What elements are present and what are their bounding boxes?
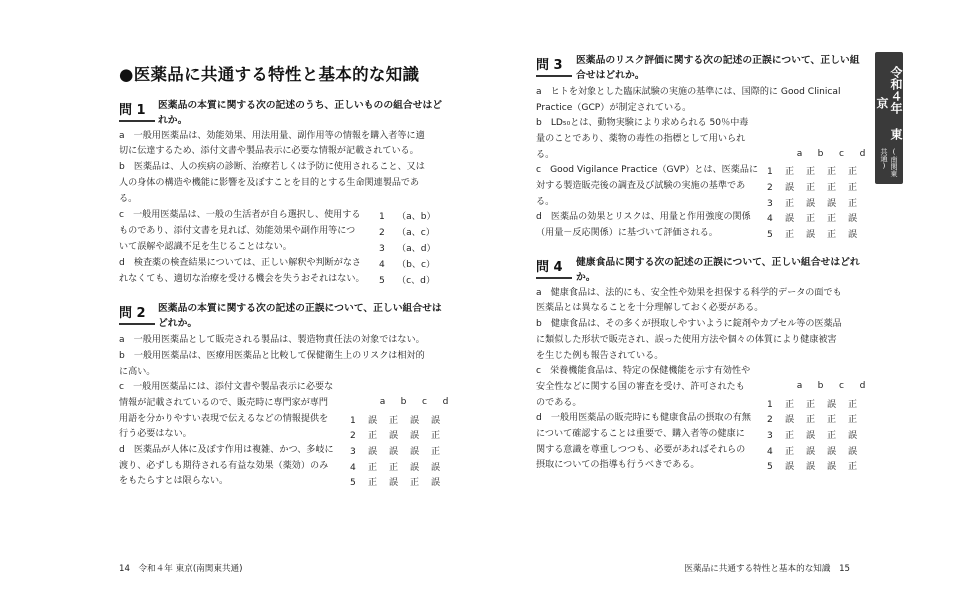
question-2-text-line: 用語を分かりやすい表現で伝えるなどの情報提供を [119,414,329,424]
question-4-answer-header: a b c d [796,381,866,391]
question-4-label: 問 4 [536,256,563,275]
question-4-text-line: b 健康食品は、その多くが摂取しやすいように錠剤やカプセル等の医薬品 [536,319,842,329]
question-2-text-line: b 一般用医薬品は、医療用医薬品と比較して保健衛生上のリスクは相対的 [119,351,425,361]
question-3-prompt-line-2: 合せはどれか。 [576,70,645,81]
question-4-text-line: 医薬品とは異なることを十分理解しておく必要がある。 [536,303,764,313]
question-1-text-line: いて誤解や認識不足を生じることはない。 [119,242,292,252]
section-title: ●医薬品に共通する特性と基本的な知識 [119,65,420,84]
question-1-answer-row: 3 （a、d） [379,244,436,254]
thumb-index-tab [875,52,903,184]
question-3-answer-row: 1 正 正 正 正 [767,167,858,177]
question-4-text-line: に類似した形状で販売され、誤った使用方法や個々の体質により健康被害 [536,335,837,345]
question-2-text-line: c 一般用医薬品には、添付文書や製品表示に必要な [119,382,334,392]
question-4-text-line: c 栄養機能食品は、特定の保健機能を示す有効性や [536,366,751,376]
question-2-prompt-line-2: どれか。 [158,318,198,329]
question-2-text-line: a 一般用医薬品として販売される製品は、製造物責任法の対象ではない。 [119,335,425,345]
question-2-answer-row: 4 正 正 誤 誤 [350,463,441,473]
question-1-text-line: 切に伝達するため、添付文書や製品表示に必要な情報が記載されている。 [119,146,419,156]
question-2-prompt-line-1: 医薬品の本質に関する次の記述の正誤について、正しい組合せは [158,303,442,314]
question-2-text-line: d 医薬品が人体に及ぼす作用は複雑、かつ、多岐に [119,445,334,455]
question-4-text-line: を生じた例も報告されている。 [536,351,664,361]
question-1-text-line: a 一般用医薬品は、効能効果、用法用量、副作用等の情報を購入者等に適 [119,131,425,141]
question-4-answer-row: 1 正 正 誤 正 [767,400,858,410]
question-4-answer-row: 4 正 誤 誤 誤 [767,447,858,457]
question-2-text-line: 渡り、必ずしも期待される有益な効果（薬効）のみ [119,461,329,471]
question-1-answer-row: 5 （c、d） [379,276,436,286]
question-4-answer-row: 3 正 誤 正 誤 [767,431,858,441]
tab-title: 令和４年 東京 [875,66,903,140]
question-2-label: 問 2 [119,302,146,321]
question-1-text-line: ものであり、添付文書を見れば、効能効果や副作用等につ [119,226,356,236]
question-2-answer-row: 3 誤 誤 誤 正 [350,447,441,457]
question-3-text-line: る。 [536,150,555,160]
question-3-text-line: b LD₅₀とは、動物実験により求められる 50％中毒 [536,118,749,128]
question-1-label: 問 1 [119,99,146,118]
question-3-text-line: る。 [536,197,555,207]
question-1-text-line: れなくても、適切な治療を受ける機会を失うおそれはない。 [119,274,365,284]
question-3-text-line: Practice（GCP）が制定されている。 [536,103,692,113]
question-2-text-line: 行う必要はない。 [119,429,192,439]
question-1-answer-row: 4 （b、c） [379,260,436,270]
question-3-answer-row: 5 正 誤 正 誤 [767,230,858,240]
question-3-answer-row: 2 誤 正 正 正 [767,183,858,193]
question-4-text-line: について確認することは重要で、購入者等の健康に [536,429,745,439]
question-1-text-line: る。 [119,194,138,204]
right-page-footer: 医薬品に共通する特性と基本的な知識 15 [684,564,850,574]
question-1-prompt-line-1: 医薬品の本質に関する次の記述のうち、正しいものの組合せはど [158,100,443,111]
question-2-answer-header: a b c d [379,397,449,407]
question-1-text-line: d 検査薬の検査結果については、正しい解釈や判断がなさ [119,258,362,268]
question-1-text-line: b 医薬品は、人の疾病の診断、治療若しくは予防に使用されること、又は [119,162,425,172]
tab-subtitle: (南関東共通) [880,148,898,177]
question-4-prompt-line-2: か。 [576,272,596,283]
question-3-text-line: c Good Vigilance Practice（GVP）とは、医薬品に [536,165,759,175]
question-3-text-line: d 医薬品の効果とリスクは、用量と作用強度の関係 [536,212,751,222]
question-2-answer-row: 1 誤 正 誤 誤 [350,416,441,426]
question-1-prompt-line-2: れか。 [158,115,188,126]
question-3-answer-header: a b c d [796,149,866,159]
question-3-text-line: 対する製造販売後の調査及び試験の実施の基準であ [536,181,746,191]
question-3-text-line: （用量－反応関係）に基づいて評価される。 [536,228,718,238]
question-3-label: 問 3 [536,54,563,73]
question-4-text-line: のである。 [536,398,582,408]
question-3-answer-row: 4 誤 正 正 誤 [767,214,858,224]
question-4-prompt-line-1: 健康食品に関する次の記述の正誤について、正しい組合せはどれ [576,257,860,268]
question-4-text-line: 関する意識を尊重しつつも、必要があればそれらの [536,445,746,455]
question-4-answer-row: 5 誤 誤 誤 正 [767,462,858,472]
question-2-text-line: に高い。 [119,367,156,377]
question-3-text-line: a ヒトを対象とした臨床試験の実施の基準には、国際的に Good Clinical [536,87,841,97]
question-1-answer-row: 1 （a、b） [379,212,436,222]
question-4-text-line: 安全性などに関する国の審査を受け、許可されたも [536,382,745,392]
question-2-text-line: をもたらすとは限らない。 [119,476,229,486]
question-3-prompt-line-1: 医薬品のリスク評価に関する次の記述の正誤について、正しい組 [576,55,860,66]
question-1-text-line: 人の身体の構造や機能に影響を及ぼすことを目的とする生命関連製品であ [119,178,420,188]
question-2-text-line: 情報が記載されているので、販売時に専門家が専門 [119,398,328,408]
question-4-text-line: 摂取についての指導も行うべきである。 [536,460,700,470]
question-4-text-line: a 健康食品は、法的にも、安全性や効果を担保する科学的データの面でも [536,288,842,298]
question-1-text-line: c 一般用医薬品は、一般の生活者が自ら選択し、使用する [119,210,361,220]
question-4-answer-row: 2 誤 正 正 正 [767,415,858,425]
question-1-answer-row: 2 （a、c） [379,228,435,238]
question-4-text-line: d 一般用医薬品の販売時にも健康食品の摂取の有無 [536,413,751,423]
question-3-answer-row: 3 正 誤 誤 正 [767,199,858,209]
question-2-answer-row: 5 正 誤 正 誤 [350,478,441,488]
left-page-footer: 14 令和４年 東京(南関東共通) [119,564,243,574]
question-3-text-line: 量のことであり、薬物の毒性の指標として用いられ [536,134,746,144]
question-2-answer-row: 2 正 誤 誤 正 [350,431,441,441]
